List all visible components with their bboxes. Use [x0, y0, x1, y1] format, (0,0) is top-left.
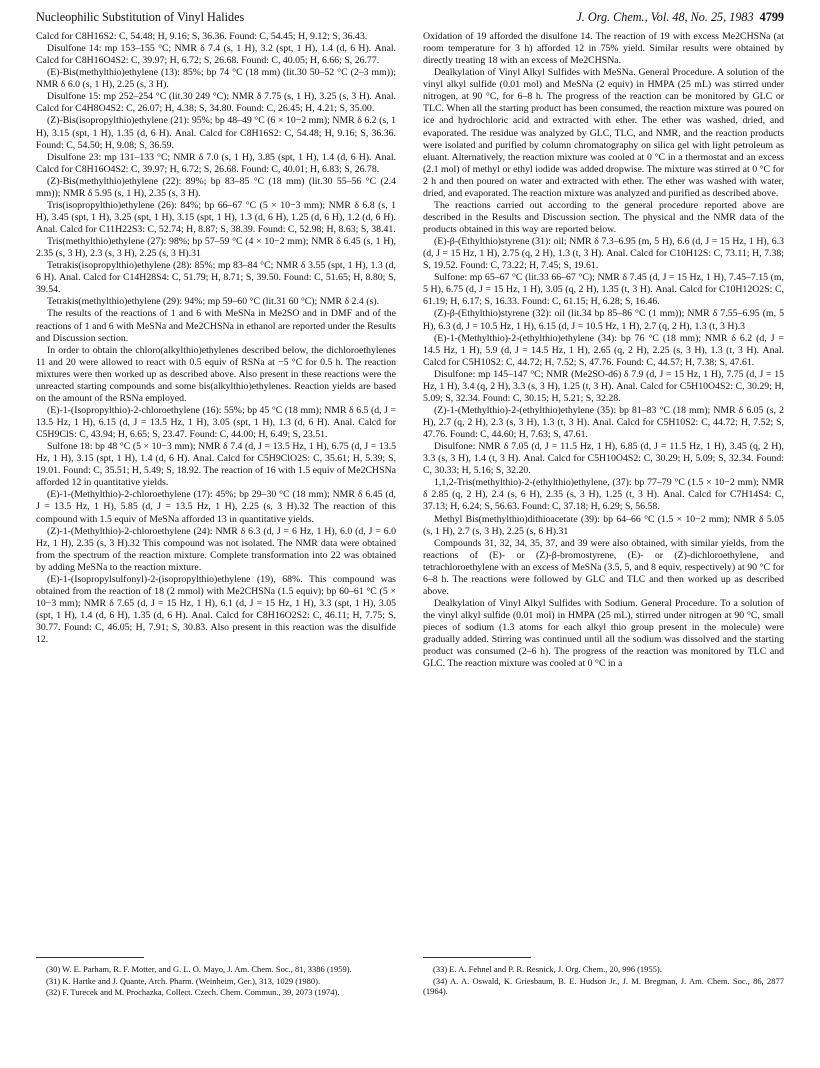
paragraph: (E)-β-(Ethylthio)styrene (31): oil; NMR δ 7.3–6.95 (m, 5 H), 6.6 (d, J = 15 Hz, 1 H), 6.3 (d, J = 15 Hz, 1 H), 2.75 (q, 2 H), 1.3 (t, 3 H). Anal. Calcd for C10H12S: C, 73.11; H, 7.38; S, 19.52. Found: C, 73.22; H, 7.45; S, 19.61.	[423, 236, 784, 272]
paragraph: Disulfone 15: mp 252–254 °C (lit.30 249 °C); NMR δ 7.75 (s, 1 H), 3.25 (s, 3 H). Anal. Calcd for C4H8O4S2: C, 26.07; H, 4.38; S, 34.80. Found: C, 26.45; H, 4.21; S, 35.00.	[36, 91, 396, 115]
footnote: (31) K. Hartke and J. Quante, Arch. Pharm. (Weinheim, Ger.), 313, 1029 (1980).	[46, 975, 321, 986]
paragraph: Disulfone: mp 145–147 °C; NMR (Me2SO-d6) δ 7.9 (d, J = 15 Hz, 1 H), 7.75 (d, J = 15 Hz, 1 H), 3.4 (q, 2 H), 3.3 (s, 3 H), 1.25 (t, 3 H). Anal. Calcd for C5H10O4S2: C, 30.29; H, 5.09; S, 32.34. Found: C, 30.15; H, 5.21; S, 32.28.	[423, 368, 784, 404]
paragraph: (Z)-Bis(methylthio)ethylene (22): 89%; bp 83–85 °C (18 mm) (lit.30 55–56 °C (2.4 mm)); NMR δ 5.95 (s, 1 H), 2.35 (s, 3 H).	[36, 175, 396, 199]
left-column	[36, 31, 396, 646]
paragraph: Tetrakis(isopropylthio)ethylene (28): 85%; mp 83–84 °C; NMR δ 3.55 (spt, 1 H), 1.3 (d, 6 H). Anal. Calcd for C14H28S4: C, 51.79; H, 8.71; S, 39.50. Found: C, 51.65; H, 8.80; S, 39.54.	[36, 260, 396, 296]
paragraph: Sulfone 18: bp 48 °C (5 × 10−3 mm); NMR δ 7.4 (d, J = 13.5 Hz, 1 H), 6.75 (d, J = 13.5 Hz, 1 H), 3.15 (spt, 1 H), 1.4 (d, 6 H). Anal. Calcd for C5H9ClO2S: C, 35.61; H, 5.39; S, 19.01. Found: C, 35.51; H, 5.49; S, 18.92. The reaction of 16 with 1.5 equiv of Me2CHSNa afforded 12 in quantitative yields.	[36, 441, 396, 489]
paragraph: Sulfone: mp 65–67 °C (lit.33 66–67 °C); NMR δ 7.45 (d, J = 15 Hz, 1 H), 7.45–7.15 (m, 5 H), 6.75 (d, J = 15 Hz, 1 H), 3.05 (q, 2 H), 1.35 (t, 3 H). Anal. Calcd for C10H12O2S: C, 61.19; H, 6.17; S, 16.33. Found: C, 61.15; H, 6.28; S, 16.46.	[423, 272, 784, 308]
paragraph: Disulfone 14: mp 153–155 °C; NMR δ 7.4 (s, 1 H), 3.2 (spt, 1 H), 1.4 (d, 6 H). Anal. Calcd for C8H16O4S2: C, 39.97; H, 6.72; S, 26.68. Found: C, 40.05; H, 6.66; S, 26.77.	[36, 43, 396, 67]
paragraph: Methyl Bis(methylthio)dithioacetate (39): bp 64–66 °C (1.5 × 10−2 mm); NMR δ 5.05 (s, 1 H), 2.7 (s, 3 H), 2.25 (s, 6 H).31	[423, 513, 784, 537]
paragraph: Oxidation of 19 afforded the disulfone 14. The reaction of 19 with excess Me2CHSNa (at room temperature for 3 h) afforded 12 in 75% yield. Similar results were obtained by directly treating 18 with an excess of Me2CHSNa.	[423, 31, 784, 67]
paragraph: Tris(methylthio)ethylene (27): 98%; bp 57–59 °C (4 × 10−2 mm); NMR δ 6.45 (s, 1 H), 2.35 (s, 3 H), 2.3 (s, 3 H), 2.25 (s, 3 H).31	[36, 236, 396, 260]
paragraph: (E)-1-(Methylthio)-2-chloroethylene (17): 45%; bp 29–30 °C (18 mm); NMR δ 6.45 (d, J = 13.5 Hz, 1 H), 5.85 (d, J = 13.5 Hz, 1 H), 2.25 (s, 3 H).32 The reaction of this compound with 1.5 equiv of MeSNa afforded 13 in quantitative yields.	[36, 489, 396, 525]
paragraph: Calcd for C8H16S2: C, 54.48; H, 9.16; S, 36.36. Found: C, 54.45; H, 9.12; S, 36.43.	[36, 31, 368, 42]
paragraph: Dealkylation of Vinyl Alkyl Sulfides with MeSNa. General Procedure. A solution of the vinyl alkyl sulfide (0.01 mol) and MeSNa (2 equiv) in HMPA (25 mL) was stirred under nitrogen, at 90 °C, for 6–8 h. The progress of the reaction can be monitored by GLC or TLC. When all the starting product has been consumed, the reaction mixture was poured on ice and hydrochloric acid and extracted with ether. The ether was washed, dried, and evaporated. The residue was analyzed by GLC, TLC, and NMR, and the reaction products were isolated and purified by column chromatography on silica gel with light petroleum as eluant. Alternatively, the reaction mixture was cooled at 0 °C in a thermostat and an excess (2.1 mol) of methyl or ethyl iodide was added dropwise. The mixture was stirred at 0 °C for 2 h and then poured on water and extracted with ether. The ether was washed with water, dried, and evaporated. The reaction mixture was analyzed and purified as described above.	[423, 67, 784, 199]
paragraph: Disulfone 23: mp 131–133 °C; NMR δ 7.0 (s, 1 H), 3.85 (spt, 1 H), 1.4 (d, 6 H). Anal. Calcd for C8H16O4S2: C, 39.97; H, 6.72; S, 26.68. Found: C, 40.01; H, 6.83; S, 26.78.	[36, 151, 396, 175]
footnotes-left	[36, 964, 396, 999]
paragraph: (E)-1-(Isopropylsulfonyl)-2-(isopropylthio)ethylene (19), 68%. This compound was obtained from the reaction of 18 (2 mmol) with Me2CHSNa (1.5 equiv); bp 60–61 °C (5 × 10−3 mm); NMR δ 7.65 (d, J = 15 Hz, 1 H), 6.1 (d, J = 15 Hz, 1 H), 3.3 (spt, 1 H), 3.05 (spt, 1 H), 1.4 (d, 6 H), 1.35 (d, 6 H). Anal. Calcd for C8H16O2S2: C, 46.11; H, 7.75; S, 30.77. Found: C, 46.05; H, 7.91; S, 30.83. Also present in this reaction was the disulfide 12.	[36, 573, 396, 646]
paragraph: In order to obtain the chloro(alkylthio)ethylenes described below, the dichloroethylenes 11 and 20 were allowed to react with 0.5 equiv of RSNa at −5 °C for 0.5 h. The reaction mixtures were then worked up as described above. Also present in these reactions were the unreacted starting compounds and some bis(alkylthio)ethylenes. Reaction yields are based on the amount of the RSNa employed.	[36, 344, 396, 404]
paragraph: (Z)-Bis(isopropylthio)ethylene (21): 95%; bp 48–49 °C (6 × 10−2 mm); NMR δ 6.2 (s, 1 H), 3.15 (spt, 1 H), 1.35 (d, 6 H). Anal. Calcd for C8H16S2: C, 54.48; H, 9.16; S, 36.36. Found: C, 54.50; H, 9.08; S, 36.59.	[36, 115, 396, 151]
paragraph: The results of the reactions of 1 and 6 with MeSNa in Me2SO and in DMF and of the reactions of 1 and 6 with MeSNa and Me2CHSNa in ethanol are reported under the Results and Discussion section.	[36, 308, 396, 344]
paragraph: 1,1,2-Tris(methylthio)-2-(ethylthio)ethylene, (37): bp 77–79 °C (1.5 × 10−2 mm); NMR δ 2.85 (q, 2 H), 2.4 (s, 6 H), 2.35 (s, 3 H), 1.25 (t, 3 H). Anal. Calcd for C7H14S4: C, 37.13; H, 6.24; S, 56.63. Found: C, 37.18; H, 6.29; S, 56.58.	[423, 477, 784, 513]
paragraph: (E)-1-(Isopropylthio)-2-chloroethylene (16): 55%; bp 45 °C (18 mm); NMR δ 6.5 (d, J = 13.5 Hz, 1 H), 6.15 (d, J = 13.5 Hz, 1 H), 3.05 (spt, 1 H), 1.3 (d, 6 H). Anal. Calcd for C5H9ClS: C, 43.94; H, 6.65; S, 23.47. Found: C, 44.00; H, 6.49; S, 23.51.	[36, 404, 396, 441]
paragraph: (E)-1-(Methylthio)-2-(ethylthio)ethylene (34): bp 76 °C (18 mm); NMR δ 6.2 (d, J = 14.5 Hz, 1 H), 5.9 (d, J = 14.5 Hz, 1 H), 2.65 (q, 2 H), 2.25 (s, 3 H), 1.3 (t, 3 H). Anal. Calcd for C5H10S2: C, 44.72; H, 7.52; S, 47.76. Found: C, 44.57; H, 7.38; S, 47.61.	[423, 332, 784, 368]
footnote-divider	[36, 957, 144, 958]
paragraph: Tetrakis(methylthio)ethylene (29): 94%; mp 59–60 °C (lit.31 60 °C); NMR δ 2.4 (s).	[47, 296, 380, 308]
footnotes-right	[423, 964, 784, 998]
paragraph: Dealkylation of Vinyl Alkyl Sulfides with Sodium. General Procedure. To a solution of the vinyl alkyl sulfide (0.01 mol) in HMPA (25 mL), stirred under nitrogen at 90 °C, small pieces of sodium (1.3 atoms for each alkyl thio group present in the molecule) were gradually added. Stirring was continued until all the sodium was dissolved and the starting product was consumed (2–6 h). The progress of the reaction was monitored by TLC and GLC. The reaction mixture was cooled at 0 °C in a	[423, 597, 784, 670]
paragraph: (Z)-β-(Ethylthio)styrene (32): oil (lit.34 bp 85–86 °C (1 mm)); NMR δ 7.55–6.95 (m, 5 H), 6.3 (d, J = 10.5 Hz, 1 H), 6.15 (d, J = 10.5 Hz, 1 H), 2.7 (q, 2 H), 1.3 (t, 3 H).3	[423, 308, 784, 332]
paragraph: (Z)-1-(Methylthio)-2-chloroethylene (24): NMR δ 6.3 (d, J = 6 Hz, 1 H), 6.0 (d, J = 6.0 Hz, 1 H), 2.35 (s, 3 H).32 This compound was not isolated. The NMR data were obtained from the spectrum of the reaction mixture. Complete transformation into 22 was obtained by adding MeSNa to the reaction mixture.	[36, 525, 396, 573]
paragraph: Disulfone: NMR δ 7.05 (d, J = 11.5 Hz, 1 H), 6.85 (d, J = 11.5 Hz, 1 H), 3.45 (q, 2 H), 3.3 (s, 3 H), 1.4 (t, 3 H). Anal. Calcd for C5H10O4S2: C, 30.29; H, 5.09; S, 32.34. Found: C, 30.33; H, 5.16; S, 32.20.	[423, 441, 784, 477]
journal-citation: J. Org. Chem., Vol. 48, No. 25, 1983	[576, 10, 754, 24]
footnote: (32) F. Turecek and M. Prochazka, Collect. Czech. Chem. Commun., 39, 2073 (1974).	[46, 987, 340, 998]
footnote-divider	[423, 957, 531, 958]
running-head-citation	[576, 8, 784, 26]
paragraph: (E)-Bis(methylthio)ethylene (13): 85%; bp 74 °C (18 mm) (lit.30 50–52 °C (2–3 mm)); NMR δ 6.0 (s, 1 H), 2.25 (s, 3 H).	[36, 67, 396, 91]
running-head	[36, 8, 784, 26]
footnote: (33) E. A. Fehnel and P. R. Resnick, J. Org. Chem., 20, 996 (1955).	[433, 964, 662, 974]
footnote: (30) W. E. Parham, R. F. Motter, and G. L. O. Mayo, J. Am. Chem. Soc., 81, 3386 (1959).	[46, 964, 352, 974]
footnote: (34) A. A. Oswald, K. Griesbaum, B. E. Hudson Jr., J. M. Bregman, J. Am. Chem. Soc., 86, 2877 (1964).	[423, 975, 784, 997]
paragraph: Compounds 31, 32, 34, 35, 37, and 39 were also obtained, with similar yields, from the reactions of (E)- or (Z)-β-bromostyrene, (E)- or (Z)-dichloroethylene, and tetrachloroethylene with an excess of MeSNa (3.5, 5, and 8 equiv, respectively) at 90 °C for 6–8 h. The reactions were followed by GLC and TLC and then worked up as described above.	[423, 537, 784, 597]
page-number: 4799	[759, 10, 784, 24]
right-column	[423, 31, 784, 670]
paragraph: The reactions carried out according to the general procedure reported above are described in the Results and Discussion section. The physical and the NMR data of the products obtained in this way are reported below.	[423, 199, 784, 235]
paragraph: (Z)-1-(Methylthio)-2-(ethylthio)ethylene (35): bp 81–83 °C (18 mm); NMR δ 6.05 (s, 2 H), 2.7 (q, 2 H), 2.3 (s, 3 H), 1.3 (t, 3 H). Anal. Calcd for C5H10S2: C, 44.72; H, 7.52; S, 47.76. Found: C, 44.60; H, 7.63; S, 47.61.	[423, 404, 784, 441]
running-head-title: Nucleophilic Substitution of Vinyl Halides	[36, 10, 245, 24]
paragraph: Tris(isopropylthio)ethylene (26): 84%; bp 66–67 °C (5 × 10−3 mm); NMR δ 6.8 (s, 1 H), 3.45 (spt, 1 H), 3.25 (spt, 1 H), 3.15 (spt, 1 H), 1.3 (d, 6 H), 1.25 (d, 6 H), 1.2 (d, 6 H). Anal. Calcd for C11H22S3: C, 52.74; H, 8.87; S, 38.39. Found: C, 52.98; H, 8.63; S, 38.41.	[36, 199, 396, 235]
